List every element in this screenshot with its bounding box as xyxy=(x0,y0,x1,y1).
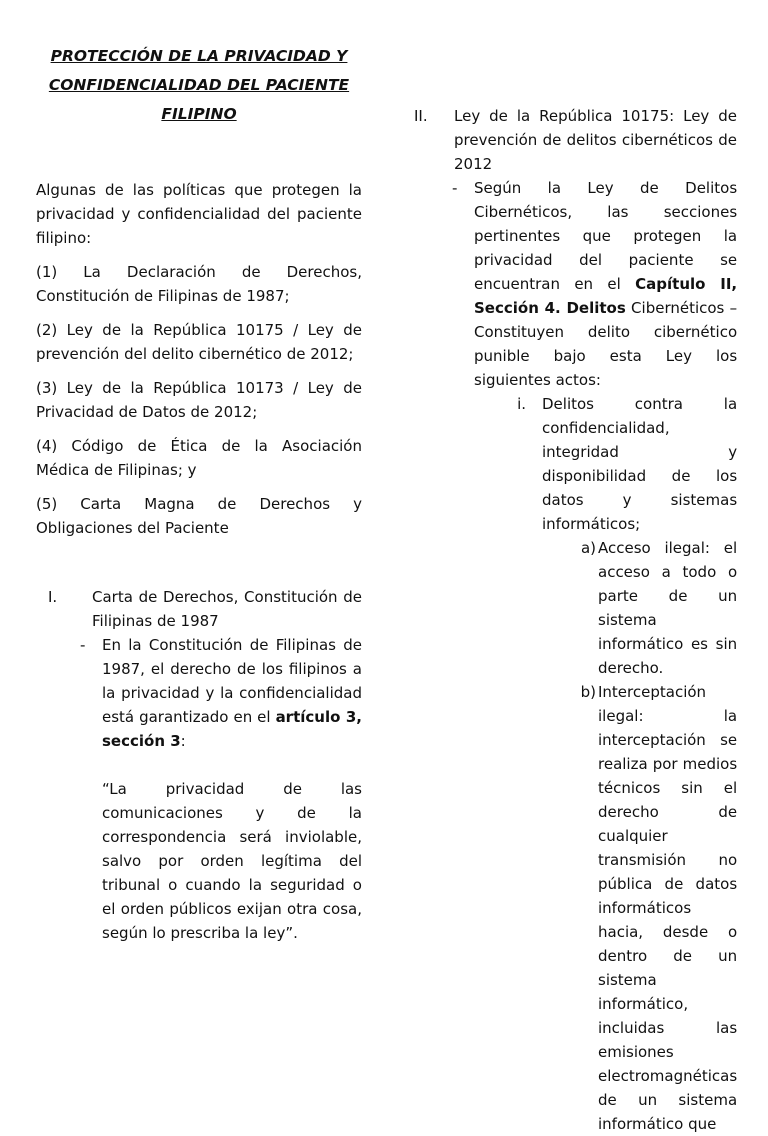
dash-marker: - xyxy=(80,636,86,654)
section-one xyxy=(36,585,362,945)
item-letter: a) xyxy=(580,539,596,557)
constitution-quote: “La privacidad de las comunicaciones y de la correspondencia será inviolable, salvo por orden legítima del tribunal o cuando la seguridad o el orden públicos exijan otra cosa, según lo prescriba la ley”. xyxy=(102,780,362,942)
subsection-row xyxy=(474,392,737,1136)
policy-item: (5) Carta Magna de Derechos y Obligaciones del Paciente xyxy=(36,495,362,537)
section-one-bullet xyxy=(80,633,362,945)
policy-item: (3) Ley de la República 10173 / Ley de Privacidad de Datos de 2012; xyxy=(36,379,362,421)
subsection-body xyxy=(526,392,737,1136)
policy-item: (1) La Declaración de Derechos, Constitución de Filipinas de 1987; xyxy=(36,263,362,305)
policy-list xyxy=(36,260,362,540)
section-heading: Carta de Derechos, Constitución de Filipinas de 1987 xyxy=(92,588,362,630)
section-one-paragraph: En la Constitución de Filipinas de 1987, el derecho de los filipinos a la privacidad y la confidencialidad está garantizado en el artículo 3, sección 3: xyxy=(102,636,362,750)
section-two-paragraph: Según la Ley de Delitos Cibernéticos, las secciones pertinentes que protegen la privacidad del paciente se encuentran en el Capítulo II, Sección 4. Delitos Cibernéticos – Constituyen delito cibernético punible bajo esta Ley los siguientes actos: xyxy=(474,179,738,389)
section-one-heading-row xyxy=(36,585,362,633)
document-title: PROTECCIÓN DE LA PRIVACIDAD Y CONFIDENCIALIDAD DEL PACIENTE FILIPINO xyxy=(48,47,350,123)
right-column xyxy=(412,104,737,1136)
policy-item: (4) Código de Ética de la Asociación Médica de Filipinas; y xyxy=(36,437,362,479)
left-column xyxy=(36,0,362,945)
subsection-text: Delitos contra la confidencialidad, integridad y disponibilidad de los datos y sistemas informáticos; xyxy=(542,395,738,533)
subsection-number: i. xyxy=(517,395,526,413)
item-letter: b) xyxy=(580,683,596,701)
item-text: Acceso ilegal: el acceso a todo o parte de un sistema informático es sin derecho. xyxy=(598,539,738,677)
article-reference: artículo 3, sección 3 xyxy=(102,708,362,750)
dash-marker: - xyxy=(452,179,458,197)
section-number: I. xyxy=(48,588,58,606)
section-two-body xyxy=(474,176,737,1136)
offense-item xyxy=(542,680,737,1136)
section-heading: Ley de la República 10175: Ley de prevención de delitos cibernéticos de 2012 xyxy=(454,107,737,173)
item-text: Interceptación ilegal: la interceptación se realiza por medios técnicos sin el derecho de cualquier transmisión no pública de datos informáticos hacia, desde o dentro de un sistema informático, incluidas las emisiones electromagnéticas de un sistema informático que xyxy=(598,683,738,1133)
offense-item xyxy=(542,536,737,680)
chapter-reference: Capítulo II, Sección 4. Delitos xyxy=(474,275,738,317)
section-two-bullet xyxy=(452,176,737,1136)
section-one-body xyxy=(102,633,362,945)
policy-item: (2) Ley de la República 10175 / Ley de prevención del delito cibernético de 2012; xyxy=(36,321,362,363)
section-two-heading-row xyxy=(412,104,737,176)
section-number: II. xyxy=(414,107,428,125)
intro-paragraph: Algunas de las políticas que protegen la privacidad y confidencialidad del paciente filipino: xyxy=(36,181,362,247)
